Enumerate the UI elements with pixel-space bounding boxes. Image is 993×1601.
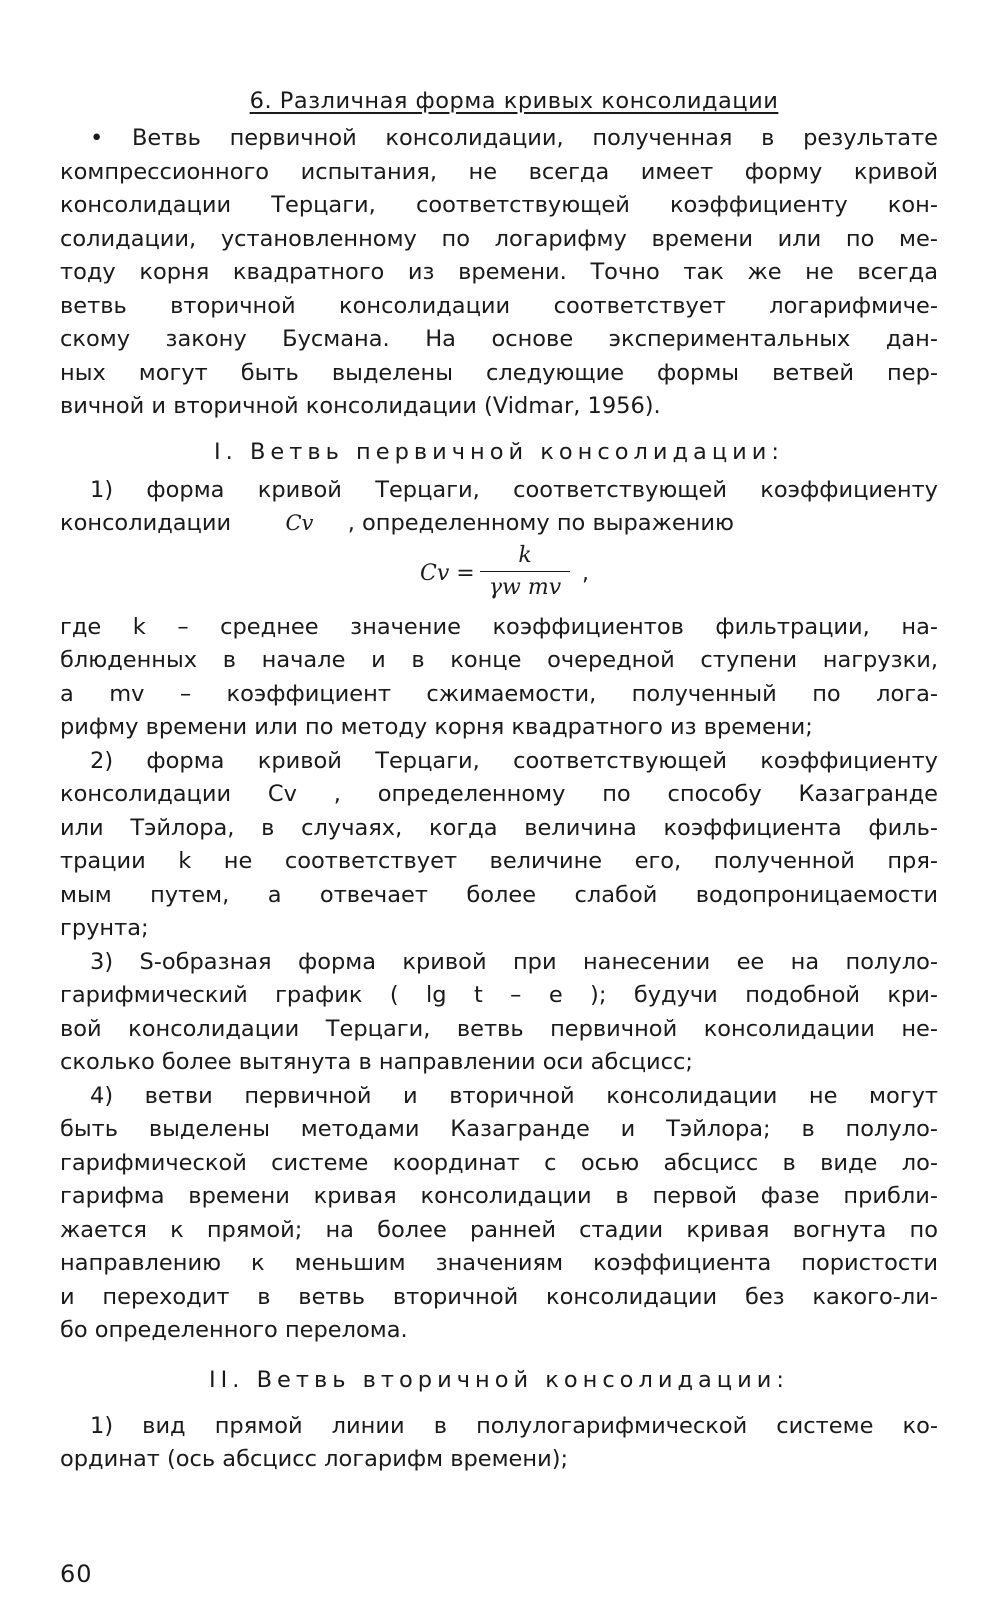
text-line: блюденных в начале и в конце очередной ступени нагрузки,: [60, 647, 938, 673]
intro-paragraph: [60, 122, 938, 424]
text-line: направлению к меньшим значениям коэффициента пористости: [60, 1250, 938, 1276]
text-line: вой консолидации Терцаги, ветвь первичной консолидации не-: [60, 1015, 938, 1042]
formula-fraction: [480, 541, 570, 604]
text-line: грунта;: [60, 915, 149, 941]
item-2: [60, 745, 938, 946]
text-line: консолидации Терцаги, соответствующей коэффициенту кон-: [60, 192, 938, 218]
item-1: [60, 474, 938, 541]
text-line: [60, 507, 938, 541]
text-line: 1) вид прямой линии в полулогарифмической системе ко-: [90, 1412, 938, 1439]
text-line: гарифмический график ( lg t – e ); будучи подобной кри-: [60, 982, 938, 1008]
section-title: 6. Различная форма кривых консолидации: [249, 88, 779, 114]
text-line: быть выделены методами Казагранде и Тэйлора; в полуло-: [60, 1116, 938, 1142]
symbol-cv: Cv: [285, 511, 314, 535]
text-line: жается к прямой; на более ранней стадии кривая вогнута по: [60, 1216, 938, 1243]
text-line: компрессионного испытания, не всегда имеет форму кривой: [60, 158, 938, 185]
heading-secondary-branch: II. Ветвь вторичной консолидации:: [209, 1366, 789, 1393]
text-line: рифму времени или по методу корня квадратного из времени;: [60, 714, 813, 740]
text-line: трации k не соответствует величине его, полученной пря-: [60, 848, 938, 874]
item-1-continued: [60, 611, 938, 745]
text-line: ных могут быть выделены следующие формы ветвей пер-: [60, 359, 938, 386]
item-4: [60, 1080, 938, 1348]
text-fragment: консолидации: [60, 510, 232, 536]
text-line: где k – среднее значение коэффициентов фильтрации, на-: [60, 613, 938, 640]
text-line: ветвь вторичной консолидации соответствует логарифмиче-: [60, 292, 938, 319]
text-line: тоду корня квадратного из времени. Точно так же не всегда: [60, 259, 938, 285]
text-line: консолидации Cv , определенному по способу Казагранде: [60, 781, 938, 807]
text-fragment: , определенному по выражению: [347, 510, 734, 536]
formula-comma: ,: [582, 560, 589, 586]
item-3: [60, 946, 938, 1080]
text-line: бо определенного перелома.: [60, 1317, 408, 1343]
formula-numerator: k: [480, 541, 570, 572]
text-line: гарифмической системе координат с осью абсцисс в виде ло-: [60, 1149, 938, 1176]
text-line: сколько более вытянута в направлении оси абсцисс;: [60, 1049, 693, 1075]
page-body: [60, 80, 938, 1477]
text-line: вичной и вторичной консолидации (Vidmar, 1956).: [60, 393, 661, 419]
page-number: 60: [60, 1560, 93, 1588]
text-line: 2) форма кривой Терцаги, соответствующей коэффициенту: [90, 747, 938, 774]
text-line: гарифма времени кривая консолидации в первой фазе прибли-: [60, 1183, 938, 1209]
text-line: 4) ветви первичной и вторичной консолидации не могут: [90, 1082, 938, 1109]
formula-denominator: γw mv: [488, 574, 562, 600]
text-line: • Ветвь первичной консолидации, полученная в результате: [90, 125, 938, 151]
text-line: 1) форма кривой Терцаги, соответствующей коэффициенту: [90, 476, 938, 503]
text-line: 3) S-образная форма кривой при нанесении ее на полуло-: [90, 948, 938, 975]
text-line: скому закону Бусмана. На основе экспериментальных дан-: [60, 326, 938, 352]
text-line: или Тэйлора, в случаях, когда величина коэффициента филь-: [60, 814, 938, 841]
formula-lhs: Cv =: [420, 560, 475, 586]
text-line: солидации, установленному по логарифму времени или по ме-: [60, 225, 938, 252]
text-line: ординат (ось абсцисс логарифм времени);: [60, 1446, 569, 1472]
heading-primary-branch: I. Ветвь первичной консолидации:: [214, 438, 784, 465]
text-line: а mv – коэффициент сжимаемости, полученный по лога-: [60, 680, 938, 707]
secondary-item-1: [60, 1410, 938, 1477]
formula-cv: [60, 541, 938, 611]
text-line: мым путем, а отвечает более слабой водопроницаемости: [60, 881, 938, 908]
text-line: и переходит в ветвь вторичной консолидации без какого-ли-: [60, 1283, 938, 1310]
